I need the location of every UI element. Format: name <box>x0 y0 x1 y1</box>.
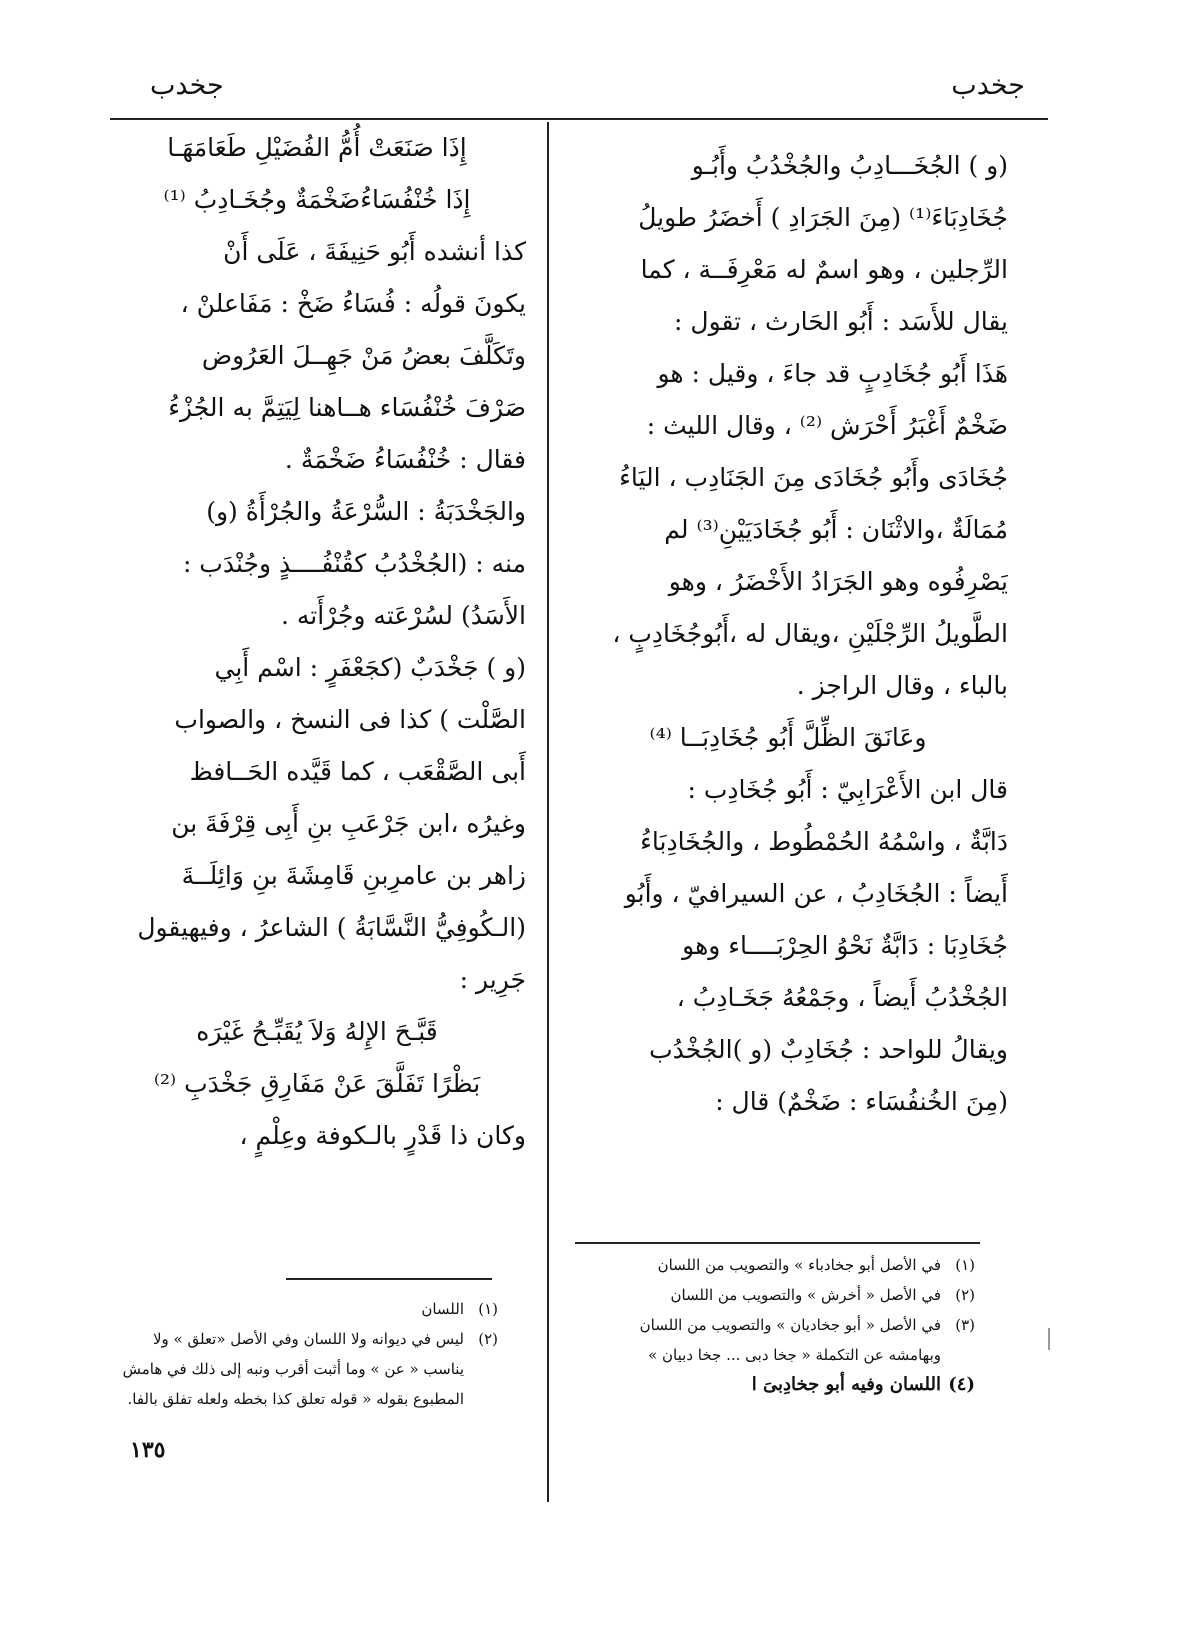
footnote-rule-left <box>286 1278 492 1280</box>
footnote-number: (٢) <box>955 1286 975 1304</box>
text-line: مُمَالَةٌ ،والاثْنَان : أَبُو جُخَادَيَيْنِ⁽³⁾ لم <box>664 515 1008 544</box>
text-line: منه : (الجُخْدُبُ كقُنْفُــــذٍ وجُنْدَب : <box>182 549 526 578</box>
text-line: وتَكَلَّفَ بعضُ مَنْ جَهِــلَ العَرُوض <box>201 341 526 370</box>
verse-line: قَبَّـحَ الإِلهُ وَلاَ يُقَبِّـحُ غَيْرَه <box>196 1017 438 1046</box>
footnote-text: اللسان <box>421 1300 464 1318</box>
text-line: جُخَادِبَا : دَابَّةٌ نَحْوُ الحِرْبَــــاء وهو <box>682 931 1008 960</box>
text-line: بالباء ، وقال الراجز . <box>796 671 1008 700</box>
text-line: الجُخْدُبُ أَيضاً ، وجَمْعُهُ جَخَـادِبُ ، <box>676 983 1008 1012</box>
header-rule <box>110 118 1048 120</box>
footnote-rule-right <box>575 1242 980 1244</box>
text-line: يَصْرِفُوه وهو الجَرَادُ الأَخْضَرُ ، وهو <box>668 567 1008 596</box>
scan-mark <box>1048 1328 1050 1350</box>
text-line: الأَسَدُ) لسُرْعَته وجُرْأَته . <box>280 601 526 630</box>
text-line: (و ) جَخْدَبٌ (كجَعْفَرٍ : اسْم أَبِي <box>214 653 526 682</box>
footnote <box>98 1324 498 1354</box>
text-line: وغيرُه ،ابن جَرْعَبِ بنِ أَبِى قِرْفَةَ بن <box>171 809 526 838</box>
verse-line: وعَانَقَ الظِّلَّ أَبُو جُخَادِبَــا ⁽⁴⁾ <box>649 723 927 752</box>
right-column <box>568 140 1008 1128</box>
text-line: كذا أنشده أَبُو حَنِيفَةَ ، عَلَى أَنْ <box>223 237 526 266</box>
text-line: دَابَّةٌ ، واسْمُهُ الحُمْطُوط ، والجُخَادِبَاءُ <box>640 827 1008 856</box>
text-line: الطَّويلُ الرِّجْلَيْنِ ،ويقال له ،أَبُوجُخَادِبٍ ، <box>612 619 1008 648</box>
text-line: جُخَادَى وأَبُو جُخَادَى مِنَ الجَنَادِب ، اليَاءُ <box>619 463 1008 492</box>
text-line: والجَخْدَبَةُ : السُّرْعَةُ والجُرْأَةُ (و) <box>206 497 526 526</box>
footnote-number: (٢) <box>478 1330 498 1348</box>
footnote-text: في الأصل « أخرش » والتصويب من اللسان <box>670 1286 941 1304</box>
footnote <box>570 1310 975 1340</box>
footnote-text: ليس في ديوانه ولا اللسان وفي الأصل «تعلق » ولا <box>152 1330 464 1348</box>
footnote <box>570 1250 975 1280</box>
text-line: أَبى الصَّقْعَب ، كما قَيَّده الحَــافظ <box>189 757 526 786</box>
footnote-number: (٤) <box>948 1374 975 1395</box>
footnote <box>570 1280 975 1310</box>
text-line: الصَّلْت ) كذا فى النسخ ، والصواب <box>174 705 526 734</box>
text-line: يكونَ قولُه : فُسَاءُ ضَخْ : مَفَاعلنْ ، <box>180 289 526 318</box>
text-line: وكان ذا قَدْرٍ بالـكوفة وعِلْمٍ ، <box>239 1121 526 1150</box>
text-line: (مِنَ الخُنفُسَاء : ضَخْمٌ) قال : <box>715 1087 1008 1116</box>
footnote-text: في الأصل أبو جخادباء » والتصويب من اللسان <box>657 1256 941 1274</box>
footnote-number: (١) <box>955 1256 975 1274</box>
footnotes-right <box>570 1250 975 1400</box>
verse-line: إِذَا صَنَعَتْ أُمُّ الفُضَيْلِ طَعَامَهَـا <box>167 133 467 162</box>
footnote-text: في الأصل « أبو جخاديان » والتصويب من اللسان <box>639 1316 941 1334</box>
text-line: هَذَا أَبُو جُخَادِبٍ قد جاءَ ، وقيل : هو <box>657 359 1008 388</box>
verse-line: إِذَا خُنْفُسَاءُضَخْمَةٌ وجُخَـادِبُ ⁽¹⁾ <box>163 185 471 214</box>
footnote-number: (١) <box>478 1300 498 1318</box>
text-line: فقال : خُنْفُسَاءُ ضَخْمَةٌ . <box>284 445 526 474</box>
column-divider <box>547 122 549 1502</box>
text-line: ويقالُ للواحد : جُخَادِبٌ (و )الجُخْدُب <box>649 1035 1008 1064</box>
running-header-right: جخدب <box>951 70 1025 101</box>
text-line: (و ) الجُخَـــادِبُ والجُخْدُبُ وأَبُـو <box>691 151 1008 180</box>
text-line: قال ابن الأَعْرَابِيّ : أَبُو جُخَادِب : <box>687 775 1008 804</box>
left-column <box>108 122 526 1162</box>
footnote-continuation: وبهامشه عن التكملة « جخا دبى ... جخا دبيان » <box>648 1346 941 1364</box>
text-line: (الـكُوفِيُّ النَّسَّابَةُ ) الشاعرُ ، وفيهيقول <box>137 913 526 942</box>
footnote <box>570 1370 975 1400</box>
page-number: ١٣٥ <box>130 1437 166 1463</box>
text-line: صَرْفَ خُنْفُسَاء هــاهنا لِيَتِمَّ به الجُزْءُ <box>168 393 526 422</box>
text-line: جَرِير : <box>459 965 526 994</box>
text-line: يقال للأَسَد : أَبُو الحَارث ، تقول : <box>674 307 1008 336</box>
footnote-text: اللسان وفيه أبو جخادِبىَ ا <box>751 1374 941 1395</box>
text-line: زاهر بن عامرِبنِ قَامِشَةَ بنِ وَائِلَــةَ <box>181 861 526 890</box>
footnote-continuation: المطبوع بقوله « قوله تعلق كذا بخطه ولعله تفلق بالفا. <box>127 1390 464 1408</box>
text-line: جُخَادِبَاءَ⁽¹⁾ (مِنَ الجَرَادِ ) أَخضَرُ طويلُ <box>638 203 1008 232</box>
footnote <box>98 1294 498 1324</box>
running-header-left: جخدب <box>150 70 224 101</box>
text-line: ضَخْمٌ أَغْبَرُ أَحْرَش ⁽²⁾ ، وقال الليث : <box>646 411 1008 440</box>
footnote-number: (٣) <box>955 1316 975 1334</box>
text-line: الرِّجلين ، وهو اسمٌ له مَعْرِفَــة ، كما <box>640 255 1008 284</box>
footnote-continuation: يناسب « عن » وما أثبت أقرب ونبه إلى ذلك في هامش <box>122 1360 464 1378</box>
text-line: أَيضاً : الجُخَادِبُ ، عن السيرافيّ ، وأَبُو <box>624 879 1008 908</box>
footnotes-left <box>98 1294 498 1414</box>
verse-line: بَظْرًا تَفَلَّقَ عَنْ مَفَارِقِ جَخْدَبِ ⁽²⁾ <box>153 1069 481 1098</box>
